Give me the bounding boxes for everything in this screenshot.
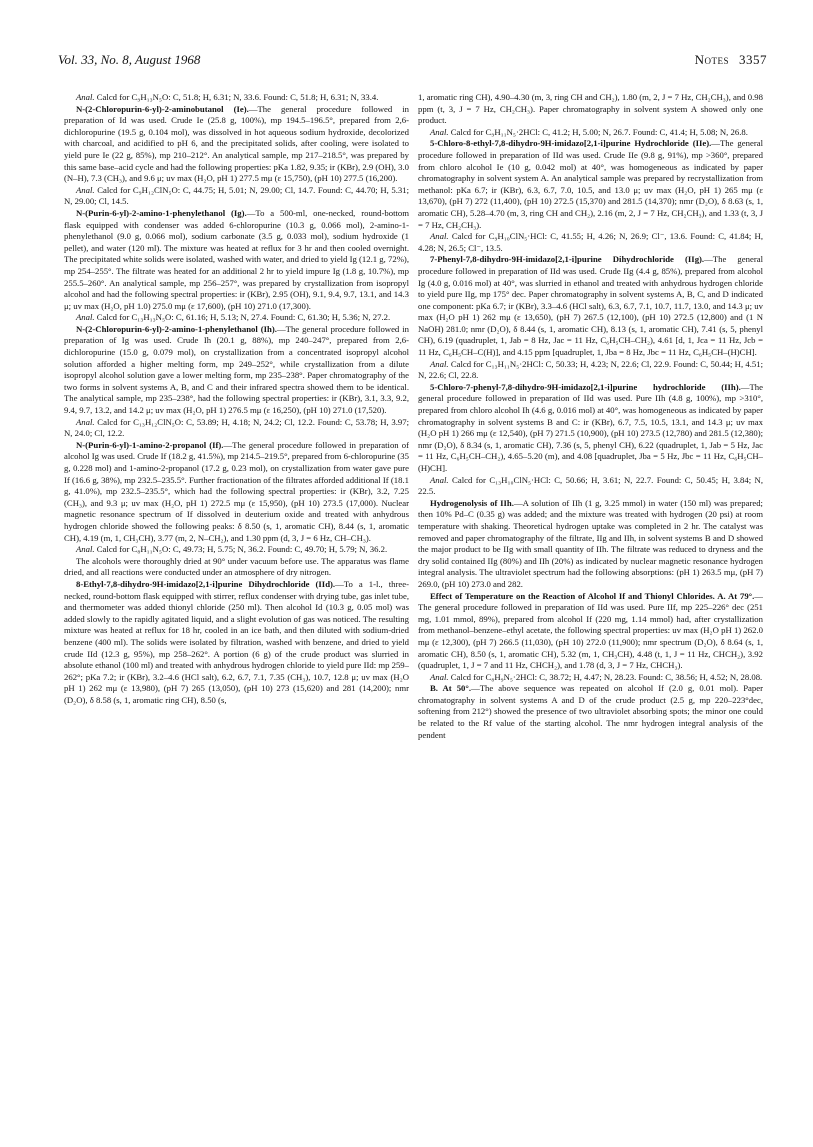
section-title: B. At 50°. [430,683,472,694]
paragraph [64,324,409,417]
anal-text: Calcd for C₉H₁₁N₅·2HCl: C, 41.2; H, 5.00; N, 26.7. Found: C, 41.4; H, 5.08; N, 26.8. [450,126,748,137]
paragraph-text: —A solution of IIh (1 g, 3.25 mmol) in water (150 ml) was prepared; then 10% Pd–C (0.35 g) was added; and the mixture was treated with hydrogen (20 psi) at room temperature with shaking. Theoretical hydrogen uptake was completed in 2 hr. The catalyst was removed and paper chromatography of the filtrate, IIg and IIh, in solvent systems B and D showed the major product to be IIg with small quantity of IIh. The filtrate was reduced to dryness and the dry solid contained IIg (80%) and IIh (20%) as indicated by nuclear magnetic resonance hydrogen integral analysis. The ultraviolet spectrum had the following absorptions: (pH 1) 263.5 mμ, (pH 7) 269.0, (pH 10) 273.0 and 282. [418,497,763,589]
section-title: Effect of Temperature on the Reaction of Alcohol If and Thionyl Chlorides. A. At 79°. [430,590,755,601]
paragraph [64,312,409,324]
anal-label: Anal. [430,474,449,485]
anal-label: Anal. [76,416,95,427]
paragraph [64,544,409,556]
section-title: 5-Chloro-7-phenyl-7,8-dihydro-9H-imidazo[2,1-i]purine hydrochloride (IIh). [430,381,741,392]
section-title: 7-Phenyl-7,8-dihydro-9H-imidazo[2,1-i]purine Dihydrochloride (IIg). [430,254,705,265]
anal-text: Calcd for C₁₃H₁₃N₅O: C, 61.16; H, 5.13; N, 27.4. Found: C, 61.30; H, 5.36; N, 27.2. [96,312,391,323]
paragraph-text: —To a 500-ml, one-necked, round-bottom flask equipped with condenser was added 6-chloropurine (10.3 g, 0.066 mol), 2-amino-1-phenylethanol (9.0 g, 0.066 mol), sodium carbonate (3.5 g, 0.033 mol), sodium hydroxide (1 pellet), and water (120 ml). The mixture was heated at reflux for 3 hr and then cooled overnight. The precipitated white solids were isolated, washed with water, and dried to yield Ig (12.1 g, 72%), mp 254–255°. The filtrate was heated for an additional 2 hr to yield impure Ig (1.8 g, 10.7%), mp 255.5–260°. An analytical sample, mp 256–257°, was prepared by crystallization from isopropyl alcohol and had the following spectral properties: ir (KBr), 2.95 (OH), 9.1, 9.4, 9.7, 13.1, and 14.3 μ; uv max (H₂O, pH 1.0) 275.0 mμ (ε 17,600), (pH 10) 271.0 (17,300). [64,207,409,311]
section-title: N-(2-Chloropurin-6-yl)-2-aminobutanol (Ie). [76,103,249,114]
paragraph [64,579,409,707]
anal-text: Calcd for C₈H₉N₅·2HCl: C, 38.72; H, 4.47; N, 28.23. Found: C, 38.56; H, 4.52; N, 28.08. [450,671,763,682]
section-name: Notes [694,52,729,67]
paragraph [418,359,763,382]
paragraph-text: —The general procedure followed in preparation of Id was used. Crude Ie (25.8 g, 100%), mp 194.5–196.5°, prepared from 2,6-dichloropurine (19.5 g, 0.104 mol), was dissolved in hot aqueous sodium hydroxide, decolorized with charcoal, and acidified to pH 6, and the precipitated solids, after cooling, were isolated to yield pure Ie (22 g, 85%), mp 210–212°. An analytical sample, mp 217–218.5°, was prepared by this same base–acid cycle and had the following properties: pKa 1.82, 9.35; ir (KBr), 2.9 (OH), 3.0 (N–H), 7.3 (CH₃), and 9.6 μ; uv max (H₂O, pH 1) 277.5 mμ (ε 15,750), (pH 10) 277.5 (16,200). [64,103,409,184]
anal-text: Calcd for C₁₃H₁₀ClN₅·HCl: C, 50.66; H, 3.61; N, 22.7. Found: C, 50.45; H, 3.84; N, 22.5. [418,474,763,497]
anal-text: Calcd for C₈H₁₁N₅O: C, 49.73; H, 5.75; N, 36.2. Found: C, 49.70; H, 5.79; N, 36.2. [96,544,388,555]
anal-label: Anal. [76,312,95,323]
section-title: 5-Chloro-8-ethyl-7,8-dihydro-9H-imidazo[2,1-i]purine Hydrochloride (IIe). [430,138,712,149]
paragraph-text: —The general procedure followed in preparation of alcohol Ig was used. Crude If (18.2 g, 41.5%), mp 214.5–219.5°, prepared from 6-chloropurine (35 g, 0.228 mol) and 1-amino-2-propanol (17.2 g, 0.23 mol), on crystallization from water gave pure If (16.6 g, 38%), mp 232.5–235.5°. Further fractionation of the filtrates afforded additional If (18.1 g, 41.0%), mp 232.5–235.5°, which had the following spectral properties: ir (KBr), 3.2, 7.25 (CH₃), and 9.3 μ; uv max (H₂O, pH 1) 272.5 mμ (ε 15,950), (pH 10) 273.5 (17,000). Nuclear magnetic resonance spectrum of If dissolved in deuterium oxide and treated with anhydrous hydrogen chloride showed the following peaks: δ 8.50 (s, 1, aromatic CH), 8.44 (s, 1, aromatic CH), 4.19 (m, 1, CH₃CH), 3.77 (m, 2, N–CH₂), and 1.30 ppm (d, 3, J = 6 Hz, CH–CH₃). [64,439,409,543]
paragraph-text: —The general procedure followed in preparation of IId was used. Pure IIf, mp 225–226° dec (251 mg, 1.01 mmol, 89%), prepared from alcohol If (220 mg, 1.14 mmol) had, after crystallization from methanol–benzene–ethyl acetate, the following spectral properties: uv max (H₂O pH 1) 262.0 mμ (ε 12,300), (pH 7) 266.5 (11,030), (pH 10) 272.0 (11,900); nmr spectrum (D₂O), δ 8.64 (s, 1, aromatic CH), 8.50 (s, 1, aromatic CH), 5.32 (m, 1, CH₃CH), 4.48 (t, 1, J = 11 Hz, CHCH₂), 3.92 (quadruplet, 1, J = 7 and 11 Hz, CHCH₂), and 1.78 (d, 3, J = 7 Hz, CHCH₃). [418,590,763,671]
section-title: 8-Ethyl-7,8-dihydro-9H-imidazo[2,1-i]purine Dihydrochloride (IId). [76,578,336,589]
paragraph [64,208,409,312]
paragraph [418,475,763,498]
paragraph [64,417,409,440]
paragraph [418,382,763,475]
paragraph [418,127,763,139]
paragraph [418,231,763,254]
anal-label: Anal. [76,184,95,195]
anal-label: Anal. [430,358,449,369]
page-number: 3357 [739,52,767,67]
paragraph [418,672,763,684]
paragraph [418,683,763,741]
paragraph [64,440,409,544]
anal-label: Anal. [76,92,95,102]
section-title: N-(2-Chloropurin-6-yl)-2-amino-1-phenylethanol (Ih). [76,323,277,334]
running-header [58,52,767,72]
left-column [64,92,409,1132]
anal-label: Anal. [430,126,449,137]
paragraph [418,254,763,358]
paragraph [64,104,409,185]
anal-text: Calcd for C₁₃H₁₂ClN₅O: C, 53.89; H, 4.18; N, 24.2; Cl, 12.2. Found: C, 53.78; H, 3.97; N, 24.0; Cl, 12.2. [64,416,409,439]
paragraph-text: —To a 1-l., three-necked, round-bottom flask equipped with stirrer, reflux condenser with drying tube, gas inlet tube, and thermometer was added thionyl chloride (250 ml). Then alcohol Id (10.3 g, 0.05 mol) was added slowly to the rapidly agitated liquid, and a slight evolution of gas was noticed. The resulting mixture was heated at reflux for 18 hr, cooled in an ice bath, and then diluted with sodium-dried benzene (400 ml). The solids were isolated by filtration, washed with benzene, and dried to yield crude IId (12.3 g, 95%), mp 258–262°. A portion (6 g) of the crude product was slurried in absolute ethanol (100 ml) and treated with anhydrous hydrogen chloride to yield pure IId: mp 259–262°; pKa 7.2; ir (KBr), 3.2–4.6 (HCl salt), 6.2, 6.7, 7.1, 7.35 (CH₃), 10.7, 12.8 μ; uv max (H₂O pH 1) 262 mμ (ε 13,980), (pH 7) 265 (13,050), (pH 10) 273 (15,620) and 281 (14,200); nmr (D₂O), δ 8.58 (s, 1, aromatic ring CH), 8.50 (s, [64,578,409,705]
paragraph-text: —The general procedure followed in preparation of IId was used. Crude IIe (9.8 g, 91%), mp >360°, prepared from chloro alcohol Ie (10 g, 0.042 mol) at 40°, was homogeneous as indicated by paper chromatography in solvent system A. An analytical sample was prepared by recrystallization from methanol: pKa 6.7; ir (KBr), 6.3, 6.7, 7.0, 10.5, and 13.0 μ; uv max (H₂O, pH 1) 265 mμ (ε 13,670), (pH 7) 272 (11,400), (pH 10) 272.5 (15,370) and 281.5 (14,370); nmr (D₂O), δ 8.63 (s, 1, aromatic CH), 5.28–4.70 (m, 3, ring CH and CH₂), 2.16 (m, 2, J = 7 Hz, CH₂CH₃), and 1.33 (t, 3, J = 7 Hz, CH₂CH₃). [418,138,763,230]
paragraph-text: —The above sequence was repeated on alcohol If (2.0 g, 0.01 mol). Paper chromatography in solvent systems A and D of the crude product (2.5 g, mp 220–223°dec, softening from 212°) showed the presence of two ultraviolet absorbing spots; the minor one could be related to the Rf value of the starting alcohol. The nmr hydrogen integral analysis of the pendent [418,683,763,740]
section-title: N-(Purin-6-yl)-2-amino-1-phenylethanol (Ig). [76,207,247,218]
paragraph [64,185,409,208]
anal-text: Calcd for C₁₃H₁₁N₅·2HCl: C, 50.33; H, 4.23; N, 22.6; Cl, 22.9. Found: C, 50.44; H, 4.51; N, 22.6; Cl, 22.8. [418,358,763,381]
section-title: N-(Purin-6-yl)-1-amino-2-propanol (If). [76,439,224,450]
paragraph-text: The alcohols were thoroughly dried at 90° under vacuum before use. The apparatus was flame dried, and all reactions were conducted under an atmosphere of dry nitrogen. [64,555,409,578]
paragraph-text: —The general procedure followed in preparation of Ig was used. Crude Ih (20.1 g, 88%), mp 240–247°, prepared from 2,6-dichloropurine (15.0 g, 0.079 mol), on crystallization from a concentrated isopropyl alcohol solution afforded a higher melting form, mp 249–252°, while crystallization from a dilute isopropyl alcohol solution gave a lower melting form, mp 235–238°. Paper chromatography of the two forms in solvent systems A, B, and C and their infrared spectra showed them to be identical. The analytical sample, mp 235–238°, had the following spectral properties: ir (KBr), 3.1, 3.3, 9.2, 9.4, 9.7, 13.2, and 14.2 μ; uv max (H₂O, pH 1) 276.5 mμ (ε 16,250), (pH 10) 271.0 (17,520). [64,323,409,416]
paragraph [418,591,763,672]
section-title: Hydrogenolysis of IIh. [430,497,514,508]
volume-info: Vol. 33, No. 8, August 1968 [58,52,201,67]
anal-text: Calcd for C₉H₁₃N₅O: C, 51.8; H, 6.31; N, 33.6. Found: C, 51.8; H, 6.31; N, 33.4. [96,92,379,102]
anal-label: Anal. [430,231,449,242]
paragraph [64,556,409,579]
right-column [418,92,763,1132]
paragraph-text: 1, aromatic ring CH), 4.90–4.30 (m, 3, ring CH and CH₂), 1.80 (m, 2, J = 7 Hz, CH₂CH₃), and 0.98 ppm (t, 3, J = 7 Hz, CH₂CH₃). Paper chromatography in solvent system A showed only one product. [418,92,763,126]
paragraph [418,138,763,231]
anal-text: Calcd for C₉H₁₀ClN₅·HCl: C, 41.55; H, 4.26; N, 26.9; Cl⁻, 13.6. Found: C, 41.84; H, 4.28; N, 26.5; Cl⁻, 13.5. [418,231,763,253]
paragraph [418,498,763,591]
header-right [695,52,767,68]
anal-text: Calcd for C₉H₁₂ClN₅O: C, 44.75; H, 5.01; N, 29.00; Cl, 14.7. Found: C, 44.70; H, 5.31; N, 29.00; Cl, 14.5. [64,184,409,207]
paragraph-text: —The general procedure followed in preparation of IId was used. Crude IIg (4.4 g, 85%), prepared from alcohol Ig (4.0 g, 0.016 mol) at 40°, was slurried in ethanol and treated with anhydrous hydrogen chloride to yield pure IIg, mp 175° dec. Paper chromatography in solvent systems A, B, C, and D indicated one component: pKa 6.7; ir (KBr), 3.3–4.6 (HCl salt), 6.3, 6.7, 7.1, 10.7, 11.7, 13.0, and 14.3 μ; uv max (H₂O pH 1) 262 mμ (ε 13,650), (pH 7) 267.5 (12,100), (pH 10) 272.5 (12,800) and (1 N NaOH) 281.0; nmr (D₂O), δ 8.44 (s, 1, aromatic CH), 8.13 (s, 1, aromatic CH), 7.41 (s, 5, phenyl CH), 6.19 (quadruplet, 1, Jab = 8 Hz, Jac = 11 Hz, C₆H₅CH–CH₂), 4.61 [d, 1, Jca = 11 Hz, Jcb = 11 Hz, C₆H₅CH–C(H)], and 4.15 ppm [quadruplet, 1, Jba = 8 Hz, Jbc = 11 Hz, C₆H₅CH–(H)CH]. [418,254,763,358]
anal-label: Anal. [76,544,95,555]
paragraph [64,92,409,104]
paragraph-text: —The general procedure followed in preparation of IId was used. Pure IIh (4.8 g, 100%), mp >310°, prepared from chloro alcohol Ih (4.6 g, 0.016 mol) at 40°, was homogeneous as indicated by paper chromatography in solvent systems B and C: ir (KBr), 6.7, 7.5, 10.5, 13.1, and 14.3 μ; uv max (H₂O pH 1) 266 mμ (ε 12,540), (pH 7) 271.5 (10,900), (pH 10) 273.5 (12,780) and 281.5 (12,380); nmr (D₂O), δ 8.34 (s, 1, aromatic CH), 7.36 (s, 5, phenyl CH), 6.22 (quadruplet, 1, Jab = 5 Hz, Jac = 11 Hz, C₆H₅CH–CH₂), 4.65–5.20 (m), and 4.08 [quadruplet, Jba = 5 Hz, Jbc = 11 Hz, C₆H₅CH–(H)CH]. [418,381,763,473]
paragraph [418,92,763,127]
anal-label: Anal. [430,671,449,682]
